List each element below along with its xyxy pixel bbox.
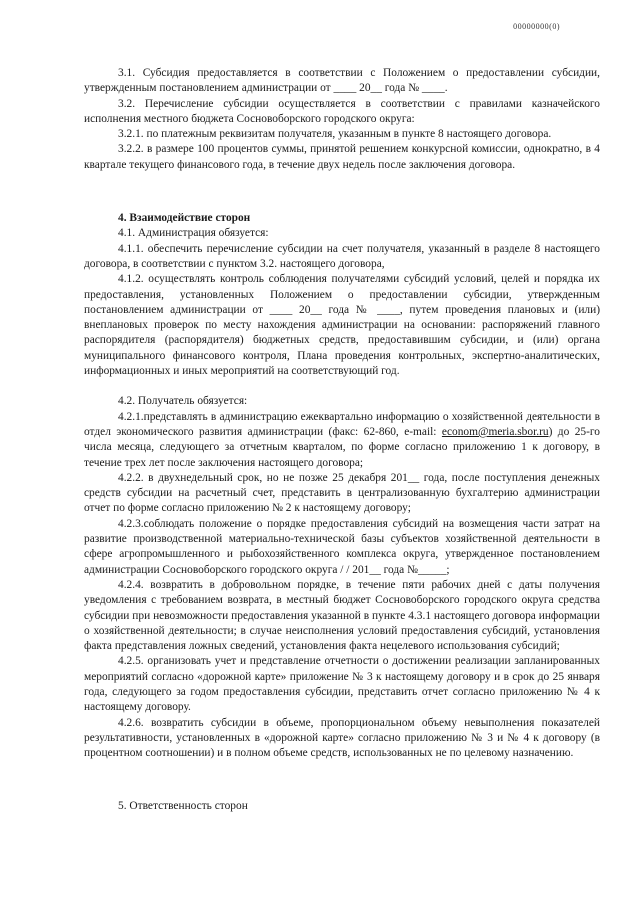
spacer	[84, 173, 600, 211]
paragraph-4-2-2: 4.2.2. в двухнедельный срок, но не позже 25 декабря 201__ года, после поступления денежных средств субсидии на расчетный счет, представить в централизованную бухгалтерию администрации отчет по форме согласно приложению № 2 к настоящему договору;	[84, 471, 600, 515]
spacer	[84, 761, 600, 799]
document-page	[84, 0, 600, 905]
paragraph-4-1-2: 4.1.2. осуществлять контроль соблюдения получателями субсидий условий, целей и порядка их предоставления, установленных Положением о предоставлении субсидии, утвержденным постановлением администрации от ____ 20__ года № ____, путем проведения плановых и (или) внеплановых проверок по месту нахождения администрации на основании: распоряжений главного распорядителя (распорядителя) бюджетных средств, предоставившим субсидии, и (или) органа муниципального финансового контроля, Плана проведения контрольных, экспертно-аналитических, информационных и иных мероприятий на соответствующий год.	[84, 273, 600, 378]
paragraph-4-2-1-text-a: 4.2.1.представлять в администрацию ежеквартально информацию о хозяйственной деятельности в отдел экономического развития администрации (факс: 62-860, e-mail:	[84, 410, 600, 438]
paragraph-4-1-1: 4.1.1. обеспечить перечисление субсидии на счет получателя, указанный в разделе 8 настоящего договора, в соответствии с пунктом 3.2. настоящего договора,	[84, 242, 600, 270]
paragraph-3-2: 3.2. Перечисление субсидии осуществляется в соответствии с правилами казначейского исполнения местного бюджета Сосновоборского городского округа:	[84, 97, 600, 125]
paragraph-4-2-3: 4.2.3.соблюдать положение о порядке предоставления субсидий на возмещения части затрат на развитие производственной материально-технической базы субъектов хозяйственной деятельности в сфере агропромышленного и рыбохозяйственного комплекса округа, утвержденное постановлением администрации Сосновоборского городского округа / / 201__ года №_____;	[84, 517, 600, 576]
document-body	[84, 66, 600, 815]
paragraph-4-2-1	[84, 410, 600, 471]
document-code: 00000000(0)	[513, 22, 560, 31]
paragraph-3-2-2: 3.2.2. в размере 100 процентов суммы, принятой решением конкурсной комиссии, однократно, в 4 квартале текущего финансового года, в течение двух недель после заключения договора.	[84, 143, 600, 171]
paragraph-4-2: 4.2. Получатель обязуется:	[118, 395, 248, 408]
spacer	[84, 379, 600, 394]
paragraph-3-2-1: 3.2.1. по платежным реквизитам получателя, указанным в пункте 8 настоящего договора.	[118, 128, 552, 141]
paragraph-4-2-6: 4.2.6. возвратить субсидии в объеме, пропорциональном объему невыполнения показателей результативности, установленных в «дорожной карте» согласно приложению № 3 и № 4 к договору (в процентном соотношении) и в полном объеме средств, использованных не по целевому назначению.	[84, 716, 600, 760]
paragraph-4-2-5: 4.2.5. организовать учет и представление отчетности о достижении реализации запланированных мероприятий согласно «дорожной карте» приложение № 3 к настоящему договору и в срок до 25 января года, следующего за годом предоставления субсидии, представить отчет согласно приложению № 4 к настоящему договору.	[84, 655, 600, 714]
section-5-title: 5. Ответственность сторон	[118, 800, 248, 813]
section-4-title: 4. Взаимодействие сторон	[118, 212, 251, 225]
paragraph-3-1: 3.1. Субсидия предоставляется в соответствии с Положением о предоставлении субсидии, утвержденным постановлением администрации от ____ 20__ года № ____.	[84, 67, 600, 95]
paragraph-4-2-4: 4.2.4. возвратить в добровольном порядке, в течение пяти рабочих дней с даты получения уведомления с требованием возврата, в местный бюджет Сосновоборского городского округа средства субсидии при невозможности предоставления указанной в пункте 4.3.1 настоящего договора информации о хозяйственной деятельности; в случае неисполнения условий предоставления субсидий, установления факта представления ложных сведений, установления факта нецелевого использования субсидий;	[84, 578, 600, 653]
email-link[interactable]: econom@meria.sbor.ru	[441, 425, 549, 438]
paragraph-4-1: 4.1. Администрация обязуется:	[118, 227, 269, 240]
paragraph-4-2-1-text-b: ) до 25-го числа месяца, следующего за отчетным кварталом, по форме согласно приложению 1 к договору, в течение трех лет после заключения настоящего договора;	[84, 425, 601, 469]
